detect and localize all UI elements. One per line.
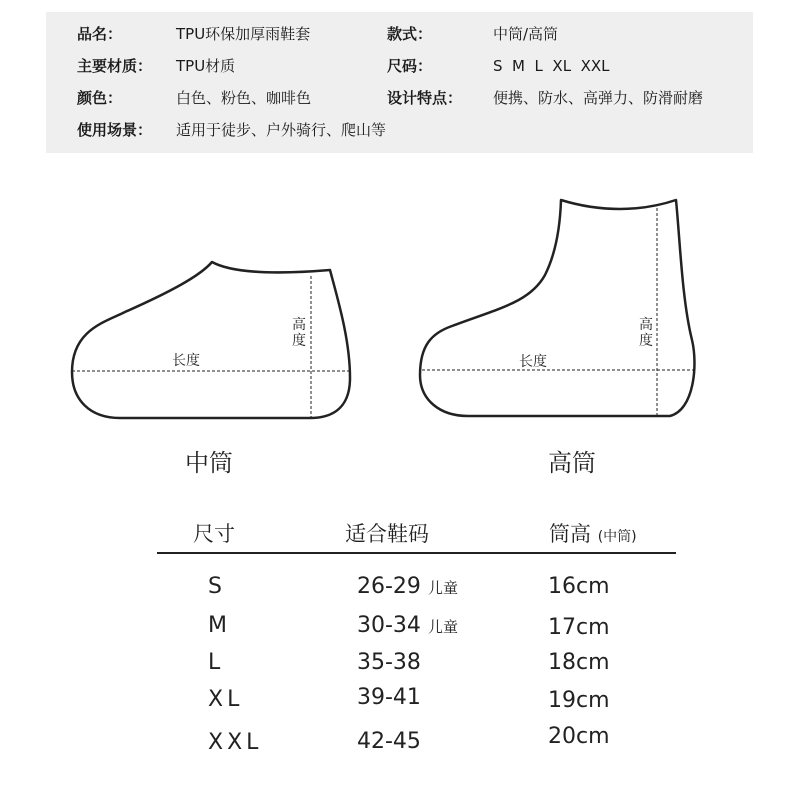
shoe-size-value: 42-45 xyxy=(357,729,421,754)
shoe-size-header: 适合鞋码 xyxy=(345,522,429,546)
spec-value: 适用于徒步、户外骑行、爬山等 xyxy=(176,121,387,139)
spec-value: TPU环保加厚雨鞋套 xyxy=(176,25,311,43)
height-cell: 20cm xyxy=(548,724,610,749)
spec-label: 使用场景： xyxy=(77,121,153,139)
mid-length-label: 长度 xyxy=(172,353,200,369)
shoe-size-value: 39-41 xyxy=(357,685,421,710)
height-cell: 17cm xyxy=(548,615,610,640)
size-cell: XL xyxy=(208,687,244,712)
high-caption: 高筒 xyxy=(548,449,596,477)
height-header-note: (中筒) xyxy=(597,529,637,545)
spec-value: 便携、防水、高弹力、防滑耐磨 xyxy=(493,89,704,107)
height-cell: 16cm xyxy=(548,574,610,599)
shoe-size-cell xyxy=(357,650,421,675)
shoe-size-cell xyxy=(357,685,421,710)
shoe-size-cell xyxy=(357,613,458,638)
shoe-size-value: 30-34 xyxy=(357,613,421,638)
shoe-size-cell xyxy=(357,729,421,754)
shoe-size-value: 26-29 xyxy=(357,574,421,599)
size-cell: L xyxy=(208,650,221,675)
spec-value: S M L XL XXL xyxy=(493,57,610,75)
spec-label: 品名： xyxy=(77,25,123,43)
spec-value: TPU材质 xyxy=(176,57,236,75)
spec-label: 设计特点： xyxy=(387,89,463,107)
shoe-size-note: 儿童 xyxy=(427,618,458,636)
size-cell: S xyxy=(208,574,222,599)
shoe-size-note: 儿童 xyxy=(427,579,458,597)
spec-label: 款式： xyxy=(387,25,433,43)
spec-label: 尺码： xyxy=(387,57,433,75)
shoe-size-cell xyxy=(357,574,458,599)
size-header: 尺寸 xyxy=(193,522,235,546)
spec-value: 中筒/高筒 xyxy=(493,25,559,43)
spec-label: 主要材质： xyxy=(77,57,153,75)
mid-caption: 中筒 xyxy=(185,449,233,477)
height-cell: 19cm xyxy=(548,688,610,713)
spec-value: 白色、粉色、咖啡色 xyxy=(176,89,312,107)
size-cell: XXL xyxy=(208,730,263,755)
height-cell: 18cm xyxy=(548,650,610,675)
header-divider xyxy=(157,552,676,554)
high-length-label: 长度 xyxy=(519,354,547,370)
high-height-label: 高度 xyxy=(639,317,653,349)
shoe-size-value: 35-38 xyxy=(357,650,421,675)
mid-height-label: 高度 xyxy=(292,317,306,349)
height-header-label: 筒高 xyxy=(549,522,591,546)
size-cell: M xyxy=(208,613,227,638)
spec-label: 颜色： xyxy=(77,89,123,107)
height-header xyxy=(549,518,637,548)
